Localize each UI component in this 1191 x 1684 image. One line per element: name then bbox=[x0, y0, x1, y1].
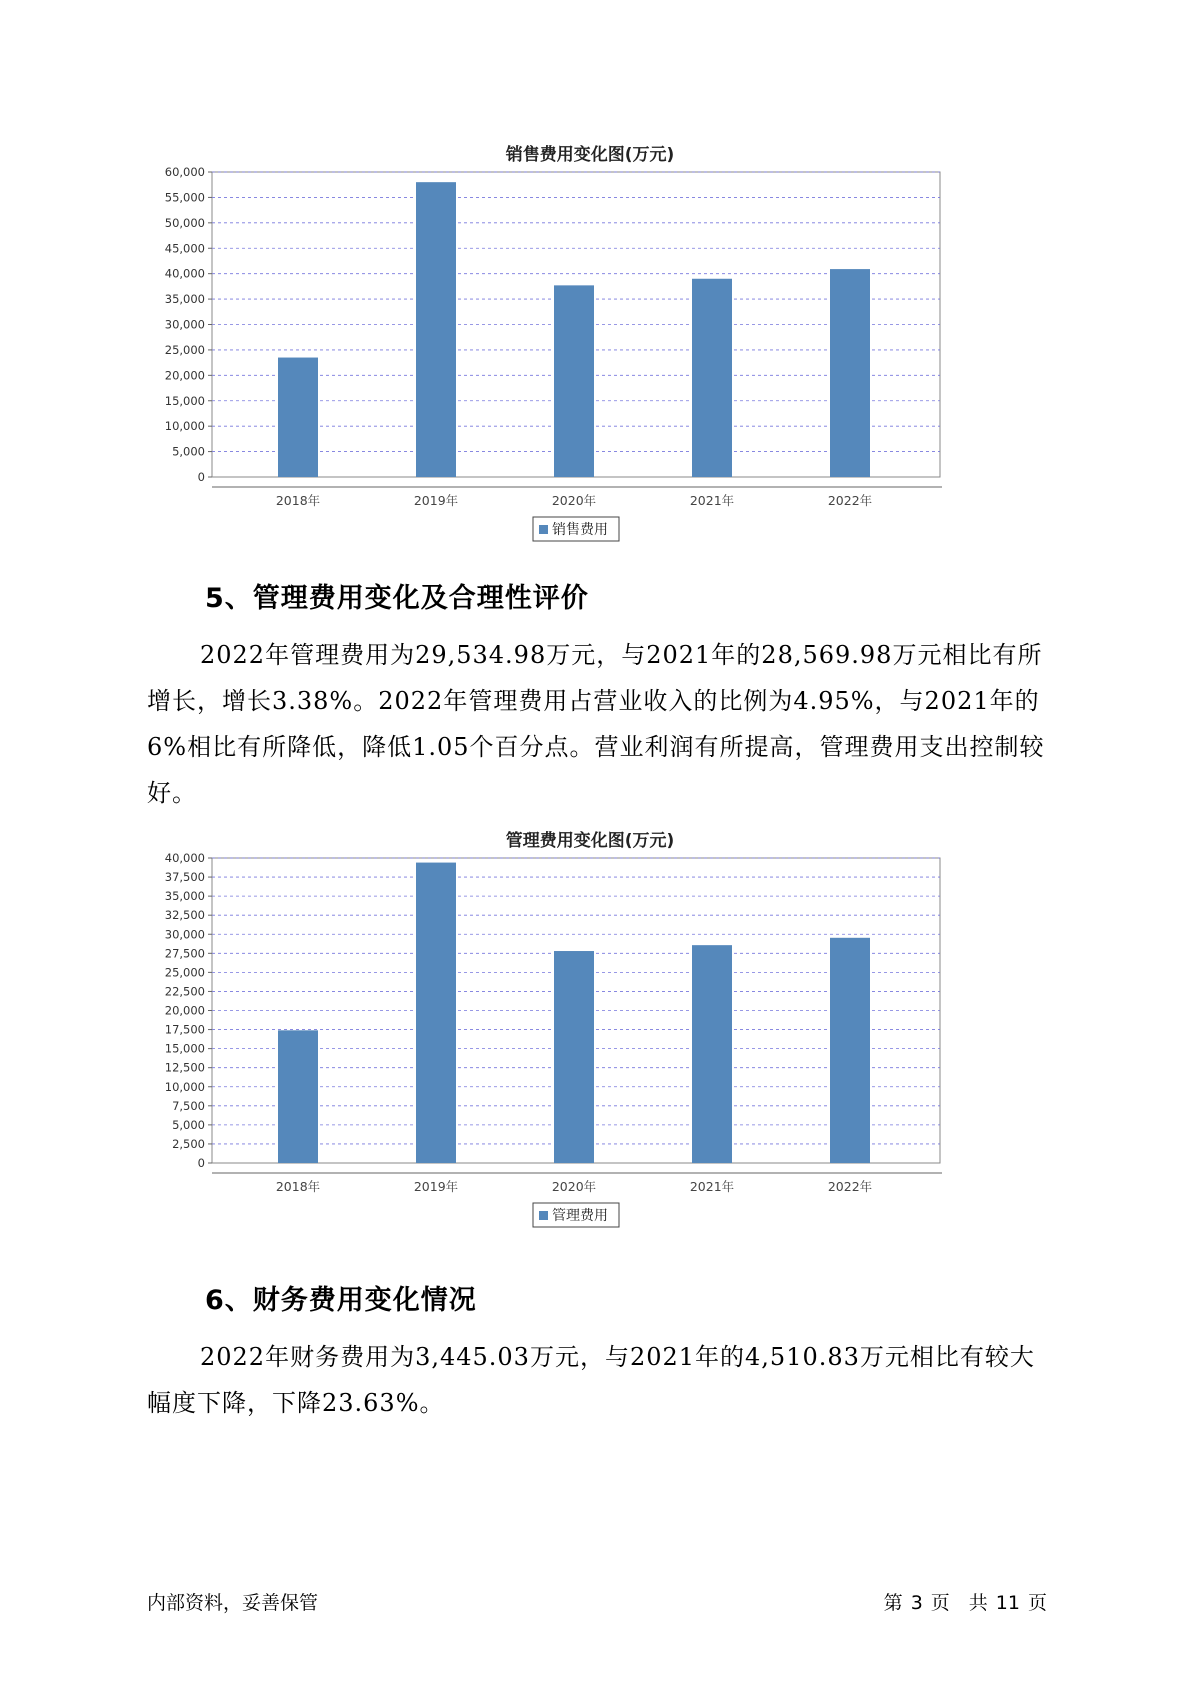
y-tick-label: 35,000 bbox=[164, 292, 205, 307]
legend-swatch bbox=[539, 525, 548, 534]
bar bbox=[278, 1030, 318, 1163]
sales-expense-chart-svg bbox=[150, 162, 1030, 567]
legend-label: 销售费用 bbox=[552, 522, 608, 538]
section6-heading: 6、财务费用变化情况 bbox=[205, 1285, 477, 1316]
y-tick-label: 27,500 bbox=[164, 946, 205, 961]
y-tick-label: 5,000 bbox=[172, 444, 205, 459]
y-tick-label: 0 bbox=[197, 1156, 205, 1170]
y-tick-label: 20,000 bbox=[164, 1003, 205, 1018]
x-tick-label: 2022年 bbox=[827, 493, 873, 508]
chart-title: 管理费用变化图(万元) bbox=[505, 831, 675, 851]
x-tick-label: 2022年 bbox=[827, 1179, 873, 1194]
x-tick-label: 2019年 bbox=[413, 1179, 459, 1194]
legend-swatch bbox=[539, 1211, 548, 1220]
y-tick-label: 37,500 bbox=[164, 870, 205, 885]
admin-expense-chart bbox=[150, 826, 1030, 1246]
bar bbox=[830, 938, 870, 1163]
bar bbox=[416, 863, 456, 1163]
y-tick-label: 7,500 bbox=[172, 1098, 205, 1113]
page-prefix: 第 bbox=[883, 1592, 903, 1614]
footer-confidential-note: 内部资料，妥善保管 bbox=[147, 1592, 319, 1614]
y-tick-label: 30,000 bbox=[164, 927, 205, 942]
bar bbox=[416, 182, 456, 477]
x-tick-label: 2021年 bbox=[689, 493, 735, 508]
bar bbox=[554, 951, 594, 1163]
x-tick-label: 2020年 bbox=[551, 493, 597, 508]
y-tick-label: 25,000 bbox=[164, 342, 205, 357]
x-tick-label: 2020年 bbox=[551, 1179, 597, 1194]
x-tick-label: 2021年 bbox=[689, 1179, 735, 1194]
page-suffix: 页 bbox=[1027, 1592, 1047, 1614]
y-tick-label: 10,000 bbox=[164, 1079, 205, 1094]
admin-expense-chart-svg bbox=[150, 848, 1030, 1253]
sales-expense-chart bbox=[150, 140, 1030, 560]
y-tick-label: 12,500 bbox=[164, 1060, 205, 1075]
y-tick-label: 40,000 bbox=[164, 266, 205, 281]
page-total: 11 bbox=[995, 1592, 1020, 1614]
y-tick-label: 60,000 bbox=[164, 165, 205, 179]
section6-paragraph: 2022年财务费用为3,445.03万元，与2021年的4,510.83万元相比有较大幅度下降，下降23.63%。 bbox=[147, 1343, 1035, 1417]
bar bbox=[554, 285, 594, 477]
y-tick-label: 22,500 bbox=[164, 984, 205, 999]
y-tick-label: 2,500 bbox=[172, 1136, 205, 1151]
y-tick-label: 10,000 bbox=[164, 419, 205, 434]
y-tick-label: 20,000 bbox=[164, 368, 205, 383]
chart-title: 销售费用变化图(万元) bbox=[505, 145, 675, 165]
x-tick-label: 2019年 bbox=[413, 493, 459, 508]
y-tick-label: 30,000 bbox=[164, 317, 205, 332]
y-tick-label: 55,000 bbox=[164, 190, 205, 205]
y-tick-label: 45,000 bbox=[164, 241, 205, 256]
y-tick-label: 25,000 bbox=[164, 965, 205, 980]
y-tick-label: 50,000 bbox=[164, 215, 205, 230]
y-tick-label: 35,000 bbox=[164, 889, 205, 904]
section5-paragraph: 2022年管理费用为29,534.98万元，与2021年的28,569.98万元相比有所增长，增长3.38%。2022年管理费用占营业收入的比例为4.95%，与2021年的6%相比有所降低，降低1.05个百分点。营业利润有所提高，管理费用支出控制较好。 bbox=[147, 641, 1045, 807]
bar bbox=[278, 358, 318, 477]
y-tick-label: 40,000 bbox=[164, 851, 205, 865]
y-tick-label: 32,500 bbox=[164, 908, 205, 923]
footer-page-number bbox=[880, 1588, 1051, 1615]
y-tick-label: 5,000 bbox=[172, 1117, 205, 1132]
x-tick-label: 2018年 bbox=[275, 493, 321, 508]
section5-heading: 5、管理费用变化及合理性评价 bbox=[205, 583, 589, 614]
page-mid: 页 共 bbox=[930, 1592, 988, 1614]
y-tick-label: 15,000 bbox=[164, 393, 205, 408]
legend-label: 管理费用 bbox=[552, 1208, 608, 1224]
y-tick-label: 17,500 bbox=[164, 1022, 205, 1037]
bar bbox=[692, 945, 732, 1163]
bar bbox=[692, 279, 732, 477]
y-tick-label: 0 bbox=[197, 470, 205, 484]
page-current: 3 bbox=[910, 1592, 923, 1614]
y-tick-label: 15,000 bbox=[164, 1041, 205, 1056]
x-tick-label: 2018年 bbox=[275, 1179, 321, 1194]
bar bbox=[830, 269, 870, 477]
